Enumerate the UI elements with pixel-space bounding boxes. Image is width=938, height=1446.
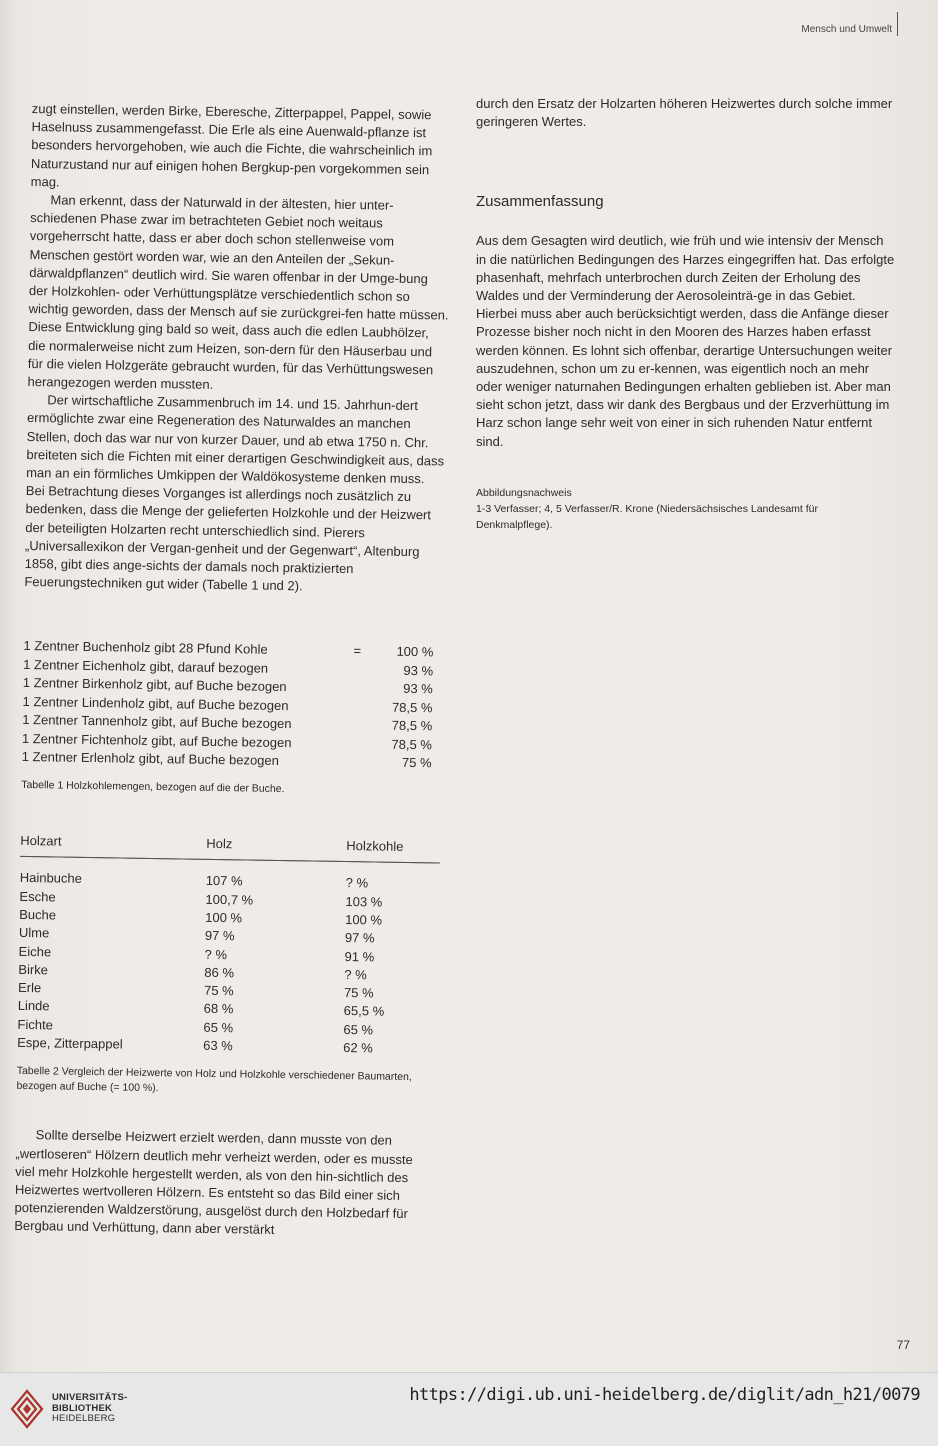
table-1-cell-value: 78,5 % <box>391 736 433 752</box>
library-name-line-2: BIBLIOTHEK <box>52 1402 113 1414</box>
table-1-cell-label: 1 Zentner Tannenholz gibt, auf Buche bezogen <box>22 712 292 732</box>
running-head: Mensch und Umwelt <box>801 24 892 35</box>
table-1-cell-eq: = <box>353 643 362 659</box>
running-head-rule <box>897 12 898 36</box>
table-2-cell: Birke <box>18 961 49 978</box>
table-1-caption: Tabelle 1 Holzkohlemengen, bezogen auf die der Buche. <box>21 779 285 796</box>
paragraph-2: Man erkennt, dass der Naturwald in der ältesten, hier unter-schiedenen Phase zwar im betrachteten Gebiet noch weitaus vorgeherrscht hatte, dass er aber doch schon stellenweise vom Menschen gestört worden war, wie an den Anteilen der „Sekun-därwaldpflanzen“ deutlich wird. Sie waren offenbar in der Umge-bung der Holzkohlen- oder Verhüttungsplätze verschiedentlich schon so wichtig geworden, dass der Mensch auf sie zurückgrei-fen hatte müssen. Diese Entwicklung ging bald so weit, dass auch die edlen Laubhölzer, die normalerweise nicht zum Heizen, son-dern für den Häuserbau und für die vielen Holzgeräte gebraucht wurden, für das Verhüttungswesen herangezogen werden mussten. <box>27 192 449 392</box>
table-1-cell-eq <box>336 734 376 753</box>
table-1-cell-label: 1 Zentner Eichenholz gibt, darauf bezogen <box>23 656 269 676</box>
paragraph-3: Der wirtschaftliche Zusammenbruch im 14. und 15. Jahrhun-dert ermöglichte zwar eine Regeneration des Naturwaldes an manchen Stellen, doch das war nur von kurzer Dauer, und ab etwa 1750 n. Chr. breiteten sich die Fichten mit einer derartigen Geschwindigkeit aus, dass man an ein förmliches Umkippen der Waldökosysteme denken muss. Bei Betrachtung dieses Vorganges ist allerdings noch zusätzlich zu bedenken, dass die Menge der gelieferten Holzkohle und der Heizwert der beteiligten Holzarten recht unterschiedlich sind. Pierers „Universallexikon der Vergan-genheit und der Gegenwart“, Altenburg 1858, gibt dies ange-sichts der damals noch praktizierten Feuerungstechniken gut wider (Tabelle 1 und 2). <box>24 392 445 594</box>
table-1-cell-value: 78,5 % <box>391 717 433 734</box>
table-2-cell: 75 % <box>343 985 374 1001</box>
table-2-cell: 103 % <box>345 893 383 910</box>
table-2-cell: 100 % <box>345 911 383 928</box>
left-column <box>14 100 452 1242</box>
table-2-cell: 97 % <box>344 930 375 946</box>
table-2-cell: 75 % <box>203 982 234 999</box>
table-1-cell-value: 75 % <box>401 754 432 771</box>
viewer-footer <box>0 1372 938 1446</box>
table-2-cell: Fichte <box>17 1016 54 1033</box>
table-2-cell: Esche <box>19 888 56 905</box>
table-2-cell: Buche <box>19 906 57 923</box>
table-2-cell: 100,7 % <box>205 891 254 908</box>
table-2-cell: 62 % <box>343 1040 373 1056</box>
table-1-cell-eq <box>336 716 376 735</box>
table-1-cell-eq <box>337 679 377 698</box>
table-2-header-holzart: Holzart <box>20 833 206 859</box>
table-2-cell: 65 % <box>203 1019 234 1035</box>
table-1-cell-label: 1 Zentner Erlenholz gibt, auf Buche bezogen <box>21 748 280 768</box>
table-1-cell-label: 1 Zentner Buchenholz gibt 28 Pfund Kohle <box>23 638 268 658</box>
table-1-cell-label: 1 Zentner Birkenholz gibt, auf Buche bezogen <box>22 675 287 695</box>
table-2-cell: 107 % <box>205 873 243 889</box>
paragraph-closing: Sollte derselbe Heizwert erzielt werden, dann musste von den „wertloseren“ Hölzern deutlich mehr verheizt werden, oder es musste viel mehr Holzkohle hergestellt werden, als von den hin-sichtlich des Heizwertes wertvolleren Hölzern. Es entsteht so das Bild einer sich potenzierenden Waldzerstörung, ausgelöst durch den Holzbedarf für Bergbau und Verhüttung, dann aber verstärkt <box>14 1127 413 1238</box>
table-1-cell-label: 1 Zentner Lindenholz gibt, auf Buche bezogen <box>22 693 289 713</box>
table-1-cell-eq <box>336 698 376 717</box>
table-2-cell: 65 % <box>343 1021 374 1038</box>
table-2-cell: Erle <box>17 980 42 996</box>
table-1-cell-label: 1 Zentner Fichtenholz gibt, auf Buche bezogen <box>21 730 292 750</box>
table-2-cell: 91 % <box>344 948 375 964</box>
section-heading-zusammenfassung: Zusammenfassung <box>476 193 604 211</box>
table-2-cell: 65,5 % <box>343 1003 385 1020</box>
library-name-line-3: HEIDELBERG <box>52 1413 116 1424</box>
table-2-cell: ? % <box>204 946 228 962</box>
table-1-cell-value: 93 % <box>403 662 434 679</box>
table-1-cell-eq <box>335 753 375 772</box>
table-2-cell: ? % <box>344 966 367 983</box>
table-1-cell-value: 100 % <box>396 644 434 660</box>
library-name <box>52 1393 127 1425</box>
table-1-cell-eq <box>337 661 377 680</box>
right-intro-paragraph: durch den Ersatz der Holzarten höheren Heizwertes durch solche immer geringeren Wertes. <box>476 96 893 130</box>
library-logo-icon <box>10 1389 44 1429</box>
table-2-header-holz: Holz <box>206 836 346 862</box>
paragraph-1: zugt einstellen, werden Birke, Eberesche, Zitterpappel, Pappel, sowie Haselnuss zusammengefasst. Die Erle als eine Auenwald-pflanze ist besonders hervorgehoben, wie auch die Fichte, die wahrscheinlich im Naturzustand nur auf einigen hohen Bergkup-pen vorgekommen sein mag. <box>30 100 433 190</box>
table-2-cell: 86 % <box>204 964 235 981</box>
library-name-line-1: UNIVERSITÄTS- <box>52 1392 128 1403</box>
table-2-heating-values <box>17 833 440 1059</box>
table-1-charcoal-yield <box>22 637 434 772</box>
table-2-cell: Linde <box>17 998 50 1014</box>
table-1-cell-value: 93 % <box>403 681 433 697</box>
table-2-header-holzkohle: Holzkohle <box>346 838 440 863</box>
table-2-cell: 100 % <box>205 909 243 926</box>
summary-paragraph: Aus dem Gesagten wird deutlich, wie früh und wie intensiv der Mensch in die natürlichen Bedingungen des Harzes eingegriffen hat. Das erfolgte phasenhaft, mehrfach unterbrochen durch Zeiten der Erholung des Waldes und der Verminderung der Aerosoleinträ-ge in das Gebiet. Hierbei muss aber auch berücksichtigt werden, dass die Anfänge dieser Prozesse bisher noch nicht in den Mooren des Harzes haben erfasst werden können. Es lohnt sich offenbar, derartige Untersuchungen weiter auszudehnen, schon um zu er-kennen, was eigentlich noch an mehr oder weniger naturnahen Bedingungen erhalten geblieben ist. Aber man sieht schon jetzt, dass wir dank des Bergbaus und der Erzverhüttung im Harz schon lange sehr weit von einer in sich ruhenden Natur entfernt sind. <box>476 233 895 449</box>
page-number: 77 <box>896 1338 910 1352</box>
table-2-cell: Eiche <box>18 943 52 959</box>
table-2-cell: Espe, Zitterpappel <box>17 1034 123 1052</box>
right-column <box>476 95 896 533</box>
image-credits-title: Abbildungsnachweis <box>476 486 572 499</box>
table-2-cell: Ulme <box>18 925 50 941</box>
table-1-cell-value: 78,5 % <box>391 699 433 716</box>
permalink-url[interactable]: https://digi.ub.uni-heidelberg.de/diglit/adn_h21/0079 <box>409 1385 920 1405</box>
table-2-cell: ? % <box>345 875 369 891</box>
table-2-cell: 68 % <box>203 1001 234 1017</box>
table-2-caption: Tabelle 2 Vergleich der Heizwerte von Holz und Holzkohle verschiedener Baumarten, bezogen auf Buche (= 100 %). <box>16 1065 412 1095</box>
table-2-cell: 97 % <box>204 928 235 944</box>
image-credits-text: 1-3 Verfasser; 4, 5 Verfasser/R. Krone (Niedersächsisches Landesamt für Denkmalpflege). <box>476 502 818 531</box>
table-2-cell: Hainbuche <box>19 870 83 887</box>
table-2-cell: 63 % <box>203 1037 233 1054</box>
